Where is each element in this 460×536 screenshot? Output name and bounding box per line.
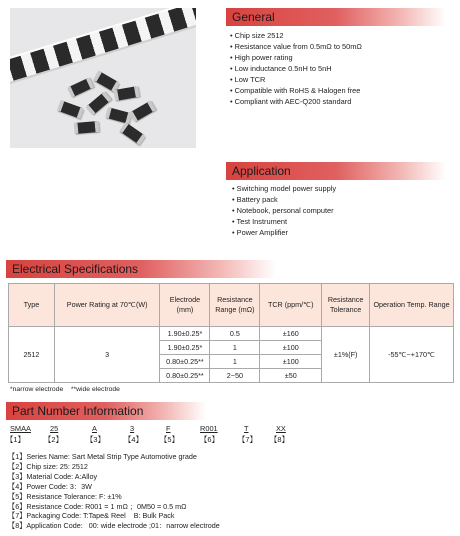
tcr-cell: ±50 bbox=[260, 369, 322, 383]
temp-range-cell: -55℃~+170℃ bbox=[370, 327, 454, 383]
tcr-cell: ±100 bbox=[260, 355, 322, 369]
pn-code: R001 bbox=[200, 424, 218, 433]
electrode-cell: 1.90±0.25* bbox=[160, 327, 210, 341]
list-item: 【1】Series Name: Sart Metal Strip Type Automotive grade bbox=[8, 452, 197, 461]
pn-code: 3 bbox=[130, 424, 135, 433]
electrode-cell: 0.80±0.25** bbox=[160, 369, 210, 383]
tcr-cell: ±100 bbox=[260, 341, 322, 355]
type-cell: 2512 bbox=[9, 327, 55, 383]
list-item: 【6】Resistance Code: R001 = 1 mΩ ；0M50 = 0.5 mΩ bbox=[8, 501, 187, 511]
list-item: • Power Amplifier bbox=[232, 227, 336, 238]
list-item: • Switching model power supply bbox=[232, 183, 336, 194]
chip-resistor bbox=[74, 121, 100, 134]
table-row bbox=[9, 327, 454, 341]
part-number-descriptions bbox=[8, 452, 220, 531]
general-header: General bbox=[226, 8, 446, 26]
power-cell: 3 bbox=[54, 327, 160, 383]
list-item: • Compatible with RoHS & Halogen free bbox=[230, 85, 362, 96]
pn-index: 【1】 bbox=[6, 435, 25, 444]
pn-index: 【7】 bbox=[238, 435, 257, 444]
list-item: 【7】Packaging Code: T:Tape& Reel B: Bulk Pack bbox=[8, 511, 175, 521]
range-cell: 2~50 bbox=[210, 369, 260, 383]
col-resistance-range: Resistance Range (mΩ) bbox=[210, 284, 260, 327]
general-list bbox=[230, 30, 362, 107]
pn-index: 【6】 bbox=[200, 435, 219, 444]
col-temp-range: Operation Temp. Range bbox=[370, 284, 454, 327]
list-item: • High power rating bbox=[230, 52, 362, 63]
electrode-footnote: *narrow electrode **wide electrode bbox=[10, 386, 120, 393]
list-item: 【4】Power Code: 3：3W bbox=[8, 481, 92, 491]
list-item: • Test Instrument bbox=[232, 216, 336, 227]
pn-code: A bbox=[92, 424, 97, 433]
pn-index: 【2】 bbox=[44, 435, 63, 444]
pn-code: 25 bbox=[50, 424, 59, 433]
list-item: 【3】Material Code: A:Alloy bbox=[8, 471, 98, 481]
col-tcr: TCR (ppm/℃) bbox=[260, 284, 322, 327]
chip-resistor bbox=[119, 122, 146, 145]
tolerance-cell: ±1%(F) bbox=[322, 327, 370, 383]
pn-index: 【5】 bbox=[160, 435, 179, 444]
chip-resistor bbox=[105, 107, 132, 124]
electrode-cell: 0.80±0.25** bbox=[160, 355, 210, 369]
col-type: Type bbox=[9, 284, 55, 327]
tcr-cell: ±160 bbox=[260, 327, 322, 341]
chip-resistor bbox=[129, 100, 156, 122]
list-item: • Chip size 2512 bbox=[230, 30, 362, 41]
list-item: • Battery pack bbox=[232, 194, 336, 205]
list-item: • Notebook, personal computer bbox=[232, 205, 336, 216]
electrode-cell: 1.90±0.25* bbox=[160, 341, 210, 355]
list-item: • Compliant with AEC-Q200 standard bbox=[230, 96, 362, 107]
col-tolerance: Resistance Tolerance bbox=[322, 284, 370, 327]
chip-resistor bbox=[67, 77, 94, 98]
list-item: 【8】Application Code: 00: wide electrode ;01：narrow electrode bbox=[8, 521, 220, 531]
application-list bbox=[232, 183, 336, 238]
list-item: 【5】Resistance Tolerance: F: ±1% bbox=[8, 491, 122, 501]
pn-index: 【3】 bbox=[86, 435, 105, 444]
pn-code: F bbox=[166, 424, 171, 433]
pn-index: 【8】 bbox=[270, 435, 289, 444]
chip-resistor bbox=[113, 86, 140, 101]
table-header-row bbox=[9, 284, 454, 327]
pn-index: 【4】 bbox=[124, 435, 143, 444]
application-header: Application bbox=[226, 162, 446, 180]
pn-code: T bbox=[244, 424, 249, 433]
list-item: 【2】Chip size: 25: 2512 bbox=[8, 461, 88, 471]
list-item: • Low inductance 0.5nH to 5nH bbox=[230, 63, 362, 74]
product-photo bbox=[10, 8, 196, 148]
col-electrode: Electrode (mm) bbox=[160, 284, 210, 327]
range-cell: 0.5 bbox=[210, 327, 260, 341]
electrical-header: Electrical Specifications bbox=[6, 260, 276, 278]
range-cell: 1 bbox=[210, 355, 260, 369]
part-number-header: Part Number Information bbox=[6, 402, 206, 420]
chip-resistor bbox=[57, 100, 84, 119]
list-item: • Resistance value from 0.5mΩ to 50mΩ bbox=[230, 41, 362, 52]
range-cell: 1 bbox=[210, 341, 260, 355]
pn-code: XX bbox=[276, 424, 286, 433]
electrical-spec-table bbox=[8, 283, 454, 383]
pn-code: SMAA bbox=[10, 424, 31, 433]
list-item: • Low TCR bbox=[230, 74, 362, 85]
col-power-rating: Power Rating at 70℃(W) bbox=[54, 284, 160, 327]
